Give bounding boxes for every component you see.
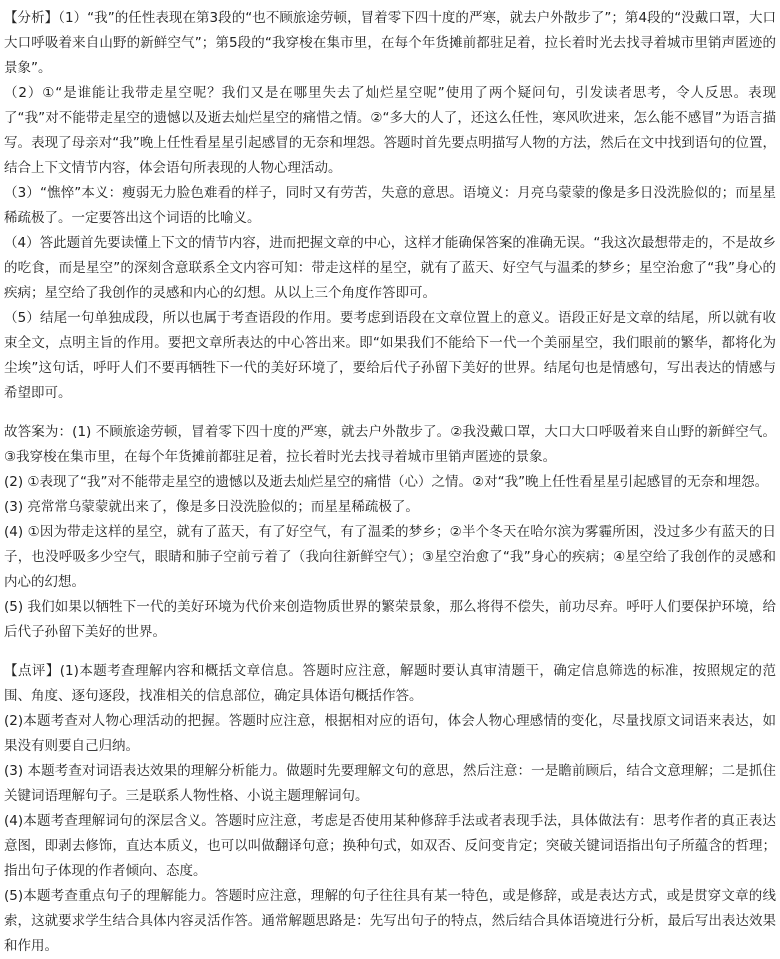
- section-gap: [4, 645, 776, 659]
- answer-paragraph-3: (3) 亮常常乌蒙蒙就出来了，像是多日没洗脸似的；而星星稀疏极了。: [4, 499, 419, 515]
- analysis-paragraph-1: 【分析】（1）“我”的任性表现在第3段的“也不顾旅途劳顿，冒着零下四十度的严寒，就去户外散步了”；第4段的“没戴口罩，大口大口呼吸着来自山野的新鲜空气”；第5段的“我穿梭在集市里，在每个年货摊前都驻足着，拉长着时光去找寻着城市里销声匿迹的景象”。: [4, 10, 776, 76]
- answer-paragraph-4: (4) ①因为带走这样的星空，就有了蓝天，有了好空气，有了温柔的梦乡；②半个冬天在哈尔滨为雾霾所困，没过多少有蓝天的日子，也没呼吸多少空气，眼睛和肺子空前亏着了（我向往新鲜空气）；③星空治愈了“我”身心的疾病；④星空给了我创作的灵感和内心的幻想。: [4, 524, 776, 590]
- answer-section: [4, 420, 776, 645]
- comment-paragraph-5: (5)本题考查重点句子的理解能力。答题时应注意，理解的句子往往具有某一特色，或是修辞，或是表达方式，或是贯穿文章的线索，这就要求学生结合具体内容灵活作答。通常解题思路是：先写出句子的特点，然后结合具体语境进行分析，最后写出表达效果和作用。: [4, 888, 776, 954]
- analysis-section: [4, 6, 776, 406]
- answer-paragraph-5: (5) 我们如果以牺牲下一代的美好环境为代价来创造物质世界的繁荣景象，那么将得不偿失，前功尽弃。呼吁人们要保护环境，给后代子孙留下美好的世界。: [4, 599, 776, 640]
- analysis-paragraph-5: （5）结尾一句单独成段，所以也属于考查语段的作用。要考虑到语段在文章位置上的意义。语段正好是文章的结尾，所以就有收束全文，点明主旨的作用。要把文章所表达的中心答出来。即“如果我们不能给下一代一个美丽星空，我们眼前的繁华，都将化为尘埃”这句话，呼吁人们不要再牺牲下一代的美好环境了，要给后代子孙留下美好的世界。结尾句也是情感句，写出表达的情感与希望即可。: [4, 310, 776, 401]
- comment-paragraph-1: 【点评】(1)本题考查理解内容和概括文章信息。答题时应注意，解题时要认真审清题干，确定信息筛选的标准，按照规定的范围、角度、逐句逐段，找准相关的信息部位，确定具体语句概括作答。: [4, 663, 776, 704]
- answer-paragraph-2: (2) ①表现了“我”对不能带走星空的遗憾以及逝去灿烂星空的痛惜（心）之情。②对“我”晚上任性看星星引起感冒的无奈和埋怨。: [4, 474, 769, 490]
- comment-section: [4, 659, 776, 959]
- comment-paragraph-4: (4)本题考查理解词句的深层含义。答题时应注意，考虑是否使用某种修辞手法或者表现手法，具体做法有：思考作者的真正表达意图，即剥去修饰，直达本质义，也可以叫做翻译句意；换种句式，如双否、反问变肯定；突破关键词语指出句子所蕴含的哲理；指出句子体现的作者倾向、态度。: [4, 813, 776, 879]
- analysis-paragraph-2: （2）①“是谁能让我带走星空呢？我们又是在哪里失去了灿烂星空呢”使用了两个疑问句，引发读者思考，令人反思。表现了“我”对不能带走星空的遗憾以及逝去灿烂星空的痛惜之情。②“多大的人了，还这么任性，寒风吹进来，怎么能不感冒”为语言描写。表现了母亲对“我”晚上任性看星星引起感冒的无奈和埋怨。答题时首先要点明描写人物的方法，然后在文中找到语句的位置，结合上下文情节内容，体会语句所表现的人物心理活动。: [4, 85, 776, 176]
- comment-paragraph-3: (3) 本题考查对词语表达效果的理解分析能力。做题时先要理解文句的意思，然后注意：一是瞻前顾后，结合文意理解；二是抓住关键词语理解句子。三是联系人物性格、小说主题理解词句。: [4, 763, 776, 804]
- comment-paragraph-2: (2)本题考查对人物心理活动的把握。答题时应注意，根据相对应的语句，体会人物心理感情的变化，尽量找原文词语来表达，如果没有则要自己归纳。: [4, 713, 776, 754]
- analysis-paragraph-3: （3）“憔悴”本义：瘦弱无力脸色难看的样子，同时又有劳苦，失意的意思。语境义：月亮乌蒙蒙的像是多日没洗脸似的；而星星稀疏极了。一定要答出这个词语的比喻义。: [4, 185, 776, 226]
- answer-paragraph-1: 故答案为：(1) 不顾旅途劳顿，冒着零下四十度的严寒，就去户外散步了。②我没戴口罩，大口大口呼吸着来自山野的新鲜空气。③我穿梭在集市里，在每个年货摊前都驻足着，拉长着时光去找寻着城市里销声匿迹的景象。: [4, 424, 776, 465]
- section-gap: [4, 406, 776, 420]
- analysis-paragraph-4: （4）答此题首先要读懂上下文的情节内容，进而把握文章的中心，这样才能确保答案的准确无误。“我这次最想带走的，不是故乡的吃食，而是星空”的深刻含意联系全文内容可知：带走这样的星空，就有了蓝天、好空气与温柔的梦乡；星空治愈了“我”身心的疾病；星空给了我创作的灵感和内心的幻想。从以上三个角度作答即可。: [4, 235, 776, 301]
